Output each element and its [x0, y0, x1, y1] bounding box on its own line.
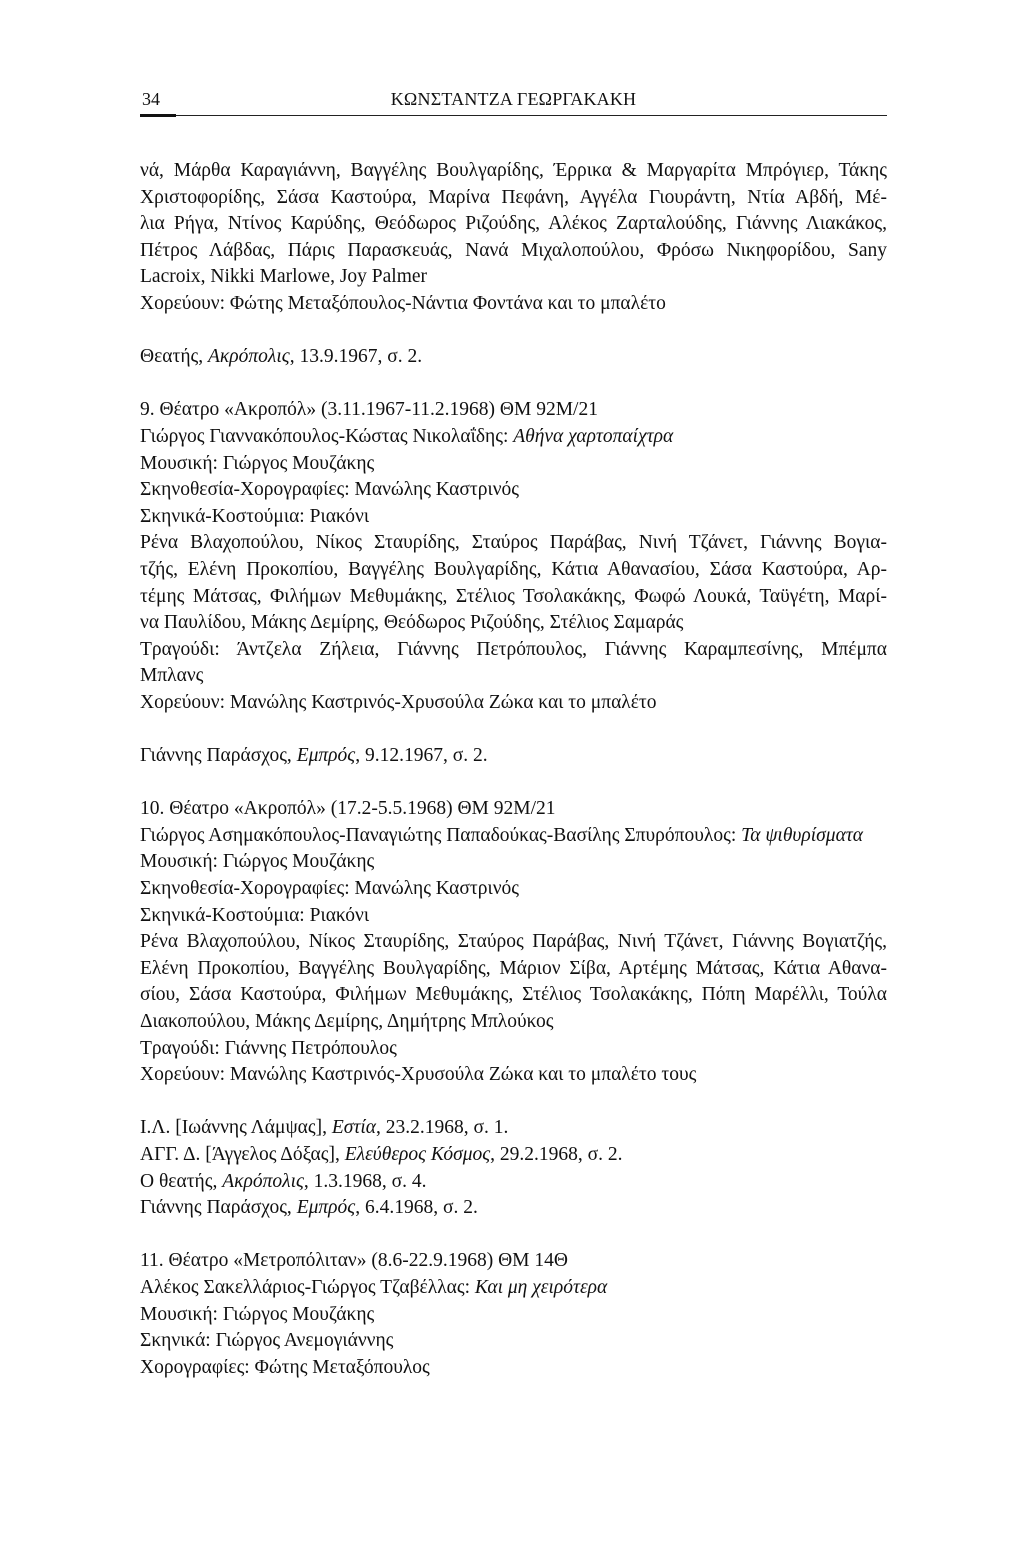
entry-10 [140, 796, 887, 1222]
body-text [140, 158, 887, 1381]
entry-11 [140, 1248, 887, 1381]
review-citation: Ι.Λ. [Ιωάννης Λάμψας], Εστία, 23.2.1968, σ. 1. [140, 1117, 509, 1139]
play-title: Τα ψιθυρίσματα [741, 824, 864, 846]
newspaper-title: Ακρόπολις [222, 1170, 304, 1192]
play-credit: Γιώργος Γιαννακόπουλος-Κώστας Νικολαΐδης: Αθήνα χαρτοπαίχτρα [140, 425, 674, 447]
music-credit: Μουσική: Γιώργος Μουζάκης [140, 1303, 375, 1325]
direction-credit: Σκηνοθεσία-Χορογραφίες: Μανώλης Καστρινός [140, 878, 519, 900]
cast-list-continued [140, 158, 887, 291]
text-line: σίου, Σάσα Καστούρα, Φιλήμων Μεθυμάκης, Στέλιος Τσολακάκης, Πόπη Μαρέλλι, Τούλα [140, 984, 887, 1006]
entry-heading: 10. Θέατρο «Ακροπόλ» (17.2-5.5.1968) ΘΜ 92Μ/21 [140, 798, 556, 820]
sets-credit: Σκηνικά: Γιώργος Ανεμογιάννης [140, 1330, 394, 1352]
page-number: 34 [142, 89, 160, 109]
newspaper-title: Εστία [331, 1117, 377, 1139]
review-citation: Θεατής, Ακρόπολις, 13.9.1967, σ. 2. [140, 346, 423, 368]
sets-credit: Σκηνικά-Κοστούμια: Ριακόνι [140, 505, 370, 527]
review-list [140, 1115, 887, 1221]
running-head-title: ΚΩΝΣΤΑΝΤΖΑ ΓΕΩΡΓΑΚΑΚΗ [390, 89, 637, 109]
text-line: νά, Μάρθα Καραγιάννη, Βαγγέλης Βουλγαρίδης, Έρρικα & Μαργαρίτα Μπρόγιερ, Τάκης [140, 160, 887, 181]
newspaper-title: Εμπρός [296, 1197, 356, 1219]
text-line: Ρένα Βλαχοπούλου, Νίκος Σταυρίδης, Σταύρος Παράβας, Νινή Τζάνετ, Γιάννης Βογιατζής, [140, 931, 887, 953]
review-citation: Γιάννης Παράσχος, Εμπρός, 9.12.1967, σ. 2. [140, 745, 488, 767]
newspaper-title: Ακρόπολις [208, 346, 290, 368]
newspaper-title: Εμπρός [296, 745, 356, 767]
text-line: να Παυλίδου, Μάκης Δεμίρης, Θεόδωρος Ριζούδης, Στέλιος Σαμαράς [140, 612, 684, 634]
review-citation: Γιάννης Παράσχος, Εμπρός, 6.4.1968, σ. 2. [140, 1197, 478, 1219]
text-line: Διακοπούλου, Μάκης Δεμίρης, Δημήτρης Μπλούκος [140, 1011, 554, 1032]
music-credit: Μουσική: Γιώργος Μουζάκης [140, 851, 375, 873]
entry-heading: 9. Θέατρο «Ακροπόλ» (3.11.1967-11.2.1968) ΘΜ 92Μ/21 [140, 399, 598, 421]
play-credit: Γιώργος Ασημακόπουλος-Παναγιώτης Παπαδούκας-Βασίλης Σπυρόπουλος: Τα ψιθυρίσματα [140, 824, 864, 846]
dancers-line: Χορεύουν: Μανώλης Καστρινός-Χρυσούλα Ζώκα και το μπαλέτο [140, 691, 657, 713]
entry-9 [140, 397, 887, 769]
songs-credit: Τραγούδι: Γιάννης Πετρόπουλος [140, 1037, 397, 1059]
text-line: Χριστοφορίδης, Σάσα Καστούρα, Μαρίνα Πεφάνη, Αγγέλα Γιουράντη, Ντία Αβδή, Μέ- [140, 186, 887, 208]
text-line: Ρένα Βλαχοπούλου, Νίκος Σταυρίδης, Σταύρος Παράβας, Νινή Τζάνετ, Γιάννης Βογια- [140, 532, 887, 554]
page-number-underline [140, 114, 176, 117]
play-credit: Αλέκος Σακελλάριος-Γιώργος Τζαβέλλας: Και μη χειρότερα [140, 1276, 608, 1298]
choreography-credit: Χορογραφίες: Φώτης Μεταξόπουλος [140, 1356, 430, 1378]
play-title: Αθήνα χαρτοπαίχτρα [513, 425, 674, 447]
songs-credit-continued: Μπλανς [140, 665, 204, 687]
header-rule [140, 115, 887, 116]
sets-credit: Σκηνικά-Κοστούμια: Ριακόνι [140, 904, 370, 926]
review-citation: ΑΓΓ. Δ. [Άγγελος Δόξας], Ελεύθερος Κόσμος, 29.2.1968, σ. 2. [140, 1143, 623, 1165]
dancers-line: Χορεύουν: Μανώλης Καστρινός-Χρυσούλα Ζώκα και το μπαλέτο τους [140, 1064, 697, 1086]
newspaper-title: Ελεύθερος Κόσμος [344, 1143, 491, 1165]
text-line: Ελένη Προκοπίου, Βαγγέλης Βουλγαρίδης, Μάριον Σίβα, Αρτέμης Μάτσας, Κάτια Αθανα- [140, 957, 887, 979]
dancers-line: Χορεύουν: Φώτης Μεταξόπουλος-Νάντια Φοντάνα και το μπαλέτο [140, 292, 666, 314]
text-line: Πέτρος Λάβδας, Πάρις Παρασκευάς, Νανά Μιχαλοπούλου, Φρόσω Νικηφορίδου, Sany [140, 239, 887, 261]
cast-list [140, 530, 887, 636]
text-line: Lacroix, Nikki Marlowe, Joy Palmer [140, 266, 428, 288]
songs-credit: Τραγούδι: Άντζελα Ζήλεια, Γιάννης Πετρόπουλος, Γιάννης Καραμπεσίνης, Μπέμπα [140, 638, 887, 660]
text-line: τζής, Ελένη Προκοπίου, Βαγγέλης Βουλγαρίδης, Κάτια Αθανασίου, Σάσα Καστούρα, Αρ- [140, 558, 887, 580]
cast-list [140, 929, 887, 1035]
running-head [140, 88, 887, 114]
music-credit: Μουσική: Γιώργος Μουζάκης [140, 452, 375, 474]
entry-heading: 11. Θέατρο «Μετροπόλιταν» (8.6-22.9.1968) ΘΜ 14Θ [140, 1250, 568, 1272]
text-line: λια Ρήγα, Ντίνος Καρύδης, Θεόδωρος Ριζούδης, Αλέκος Ζαρταλούδης, Γιάννης Λιακάκος, [140, 213, 887, 235]
play-title: Και μη χειρότερα [474, 1276, 608, 1298]
direction-credit: Σκηνοθεσία-Χορογραφίες: Μανώλης Καστρινός [140, 479, 519, 501]
review-citation: Ο θεατής, Ακρόπολις, 1.3.1968, σ. 4. [140, 1170, 427, 1192]
text-line: τέμης Μάτσας, Φιλήμων Μεθυμάκης, Στέλιος Τσολακάκης, Φωφώ Λουκά, Ταϋγέτη, Μαρί- [140, 585, 887, 607]
